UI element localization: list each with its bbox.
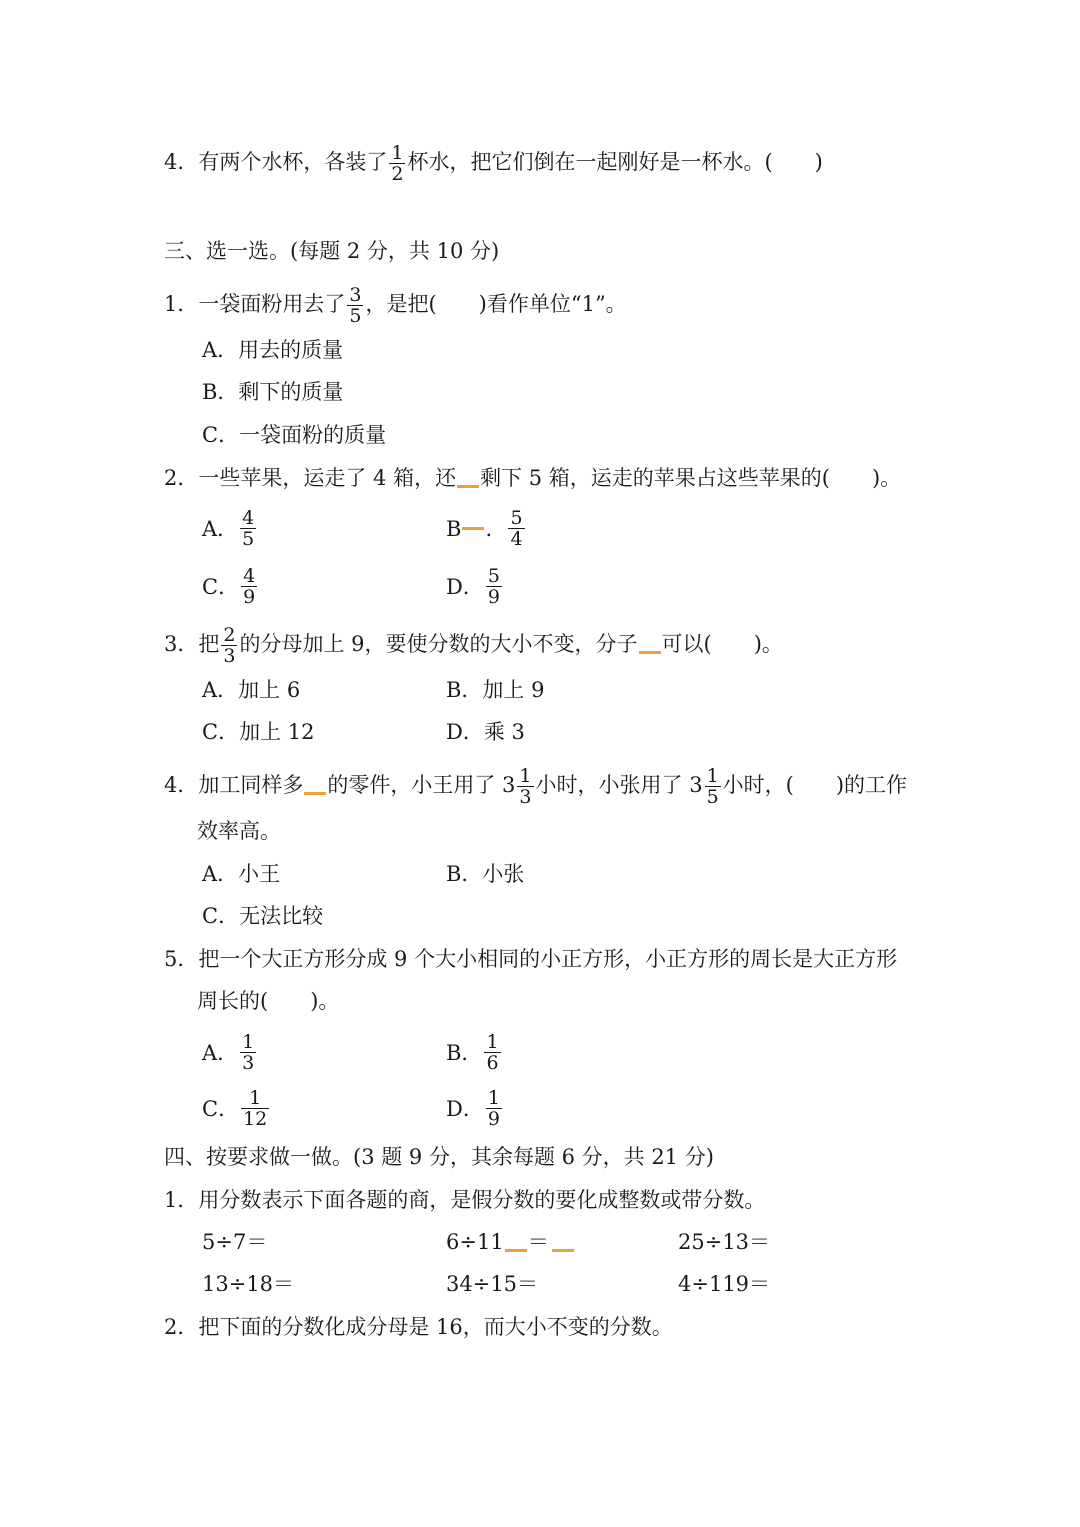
question-4-prev: 4．有两个水杯，各装了 $\frac{1}{2}$ 杯水，把它们倒在一起刚好是一杯水。( ) [164, 142, 823, 185]
expression: 13÷18＝ [202, 1272, 295, 1296]
fraction: 1 12 [243, 1087, 268, 1130]
option-b: B．加上 9 [446, 678, 545, 702]
fraction: $\frac{1}{3}$ [519, 765, 532, 808]
option-a: A．用去的质量 [202, 338, 344, 362]
highlight-underline [505, 1249, 527, 1252]
option-c: C．无法比较 [202, 904, 324, 928]
problem-2-title: 2．把下面的分数化成分母是 16，而大小不变的分数。 [164, 1315, 673, 1339]
expression: 4÷119＝ [678, 1272, 771, 1296]
fraction: 5 9 [487, 565, 500, 608]
fraction: $\frac{1}{2}$ [391, 142, 404, 185]
fraction: 1 6 [486, 1031, 499, 1074]
option-a: A．加上 6 [202, 678, 301, 702]
fraction: $\frac{2}{3}$ [223, 624, 236, 667]
fraction: $\frac{1}{5}$ [706, 765, 719, 808]
option-c: C．加上 12 [202, 720, 315, 744]
option-d: D． 1 9 [446, 1087, 500, 1130]
expression: 25÷13＝ [678, 1230, 771, 1254]
highlight-underline [304, 792, 326, 795]
problem-1-title: 1．用分数表示下面各题的商，是假分数的要化成整数或带分数。 [164, 1188, 766, 1212]
expression: 34÷15＝ [446, 1272, 539, 1296]
highlight-underline [462, 527, 484, 530]
section-4-title: 四、按要求做一做。(3 题 9 分，其余每题 6 分，共 21 分) [164, 1145, 714, 1169]
option-b: B．剩下的质量 [202, 380, 344, 404]
option-b: B． 1 6 [446, 1031, 499, 1074]
fraction: $\frac{3}{5}$ [349, 284, 362, 327]
option-b: B．小张 [446, 862, 525, 886]
option-d: D．乘 3 [446, 720, 525, 744]
option-a: A． 1 3 [202, 1031, 255, 1074]
question-5-line2: 周长的( )。 [197, 989, 340, 1013]
fraction: 4 5 [242, 507, 255, 550]
option-c: C． 1 12 [202, 1087, 268, 1130]
highlight-underline [457, 485, 479, 488]
fraction: 5 4 [510, 507, 523, 550]
expression: 5÷7＝ [202, 1230, 268, 1254]
option-d: D． 5 9 [446, 565, 500, 608]
option-a: A． 4 5 [202, 507, 255, 550]
fraction: 1 3 [242, 1031, 255, 1074]
highlight-underline [552, 1249, 574, 1252]
question-4: 4．加工同样多 的零件，小王用了 3 $\frac{1}{3}$ 小时，小张用了 3 $\frac{1}{5}$ 小时，( )的工作 [164, 765, 908, 808]
option-c: C． 4 9 [202, 565, 256, 608]
fraction: 1 9 [487, 1087, 500, 1130]
question-2: 2．一些苹果，运走了 4 箱，还 剩下 5 箱，运走的苹果占这些苹果的( )。 [164, 466, 902, 490]
question-4-line2: 效率高。 [197, 819, 281, 843]
option-a: A．小王 [202, 862, 281, 886]
highlight-underline [639, 651, 661, 654]
option-b: B ． 5 4 [446, 507, 523, 550]
fraction: 4 9 [243, 565, 256, 608]
option-c: C．一袋面粉的质量 [202, 423, 387, 447]
question-3: 3．把 $\frac{2}{3}$ 的分母加上 9，要使分数的大小不变，分子 可以( )。 [164, 624, 783, 667]
question-1: 1．一袋面粉用去了 $\frac{3}{5}$ ，是把( )看作单位“1”。 [164, 284, 627, 327]
question-5: 5．把一个大正方形分成 9 个大小相同的小正方形，小正方形的周长是大正方形 [164, 947, 898, 971]
expression: 6÷11 ＝ [446, 1228, 577, 1256]
section-3-title: 三、选一选。(每题 2 分，共 10 分) [164, 239, 500, 263]
